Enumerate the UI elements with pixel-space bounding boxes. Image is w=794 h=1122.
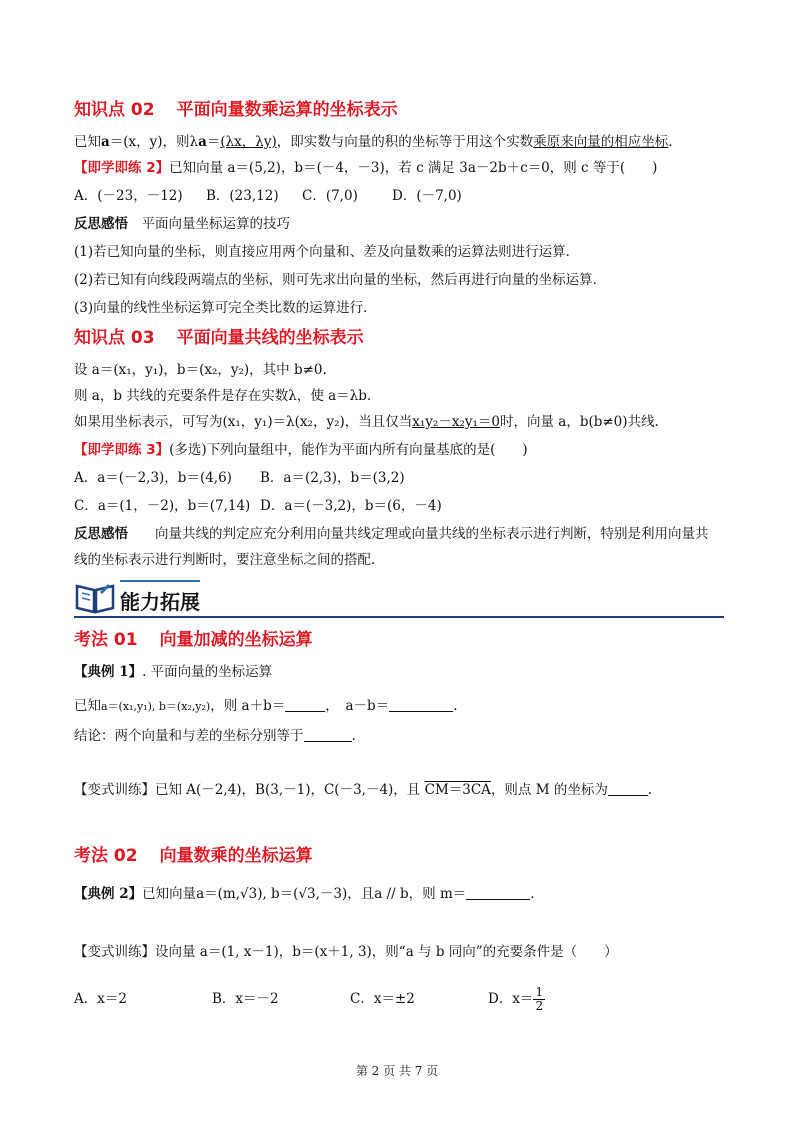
m02-example-end: . xyxy=(530,886,535,902)
kp02-option-d: D．(－7,0) xyxy=(392,188,462,204)
kp03-setup: 设 a＝(x₁，y₁)，b＝(x₂，y₂)，其中 b≠0. xyxy=(74,362,327,378)
open-book-icon xyxy=(74,576,116,616)
kp02-def-key: 乘原来向量的相应坐标 xyxy=(533,134,669,150)
kp02-heading xyxy=(74,98,398,122)
kp03-reflection-text-1: 向量共线的判定应充分利用向量共线定理或向量共线的坐标表示进行判断，特别是利用向量共 xyxy=(155,526,709,542)
m01-question xyxy=(74,696,457,717)
kp03-reflection xyxy=(74,524,709,544)
kp02-tip-3: (3)向量的线性坐标运算可完全类比数的运算进行． xyxy=(74,300,377,316)
m02-number: 考法 02 xyxy=(74,846,138,866)
kp02-option-a: A．(－23，－12) xyxy=(74,188,183,204)
kp03-option-b: B．a＝(2,3)，b＝(3,2) xyxy=(260,470,405,486)
kp03-exercise xyxy=(74,440,528,460)
m02-example-label: 【典例 2】 xyxy=(74,886,143,902)
section-banner xyxy=(74,574,724,620)
kp02-def-end: . xyxy=(668,134,673,150)
kp03-heading xyxy=(74,326,364,350)
kp03-coord-text-2: 时，向量 a，b(b≠0)共线. xyxy=(499,414,659,430)
section-accent-line xyxy=(120,580,200,582)
m01-heading xyxy=(74,628,313,652)
kp02-def-eq: ＝ xyxy=(206,134,221,150)
kp02-def-vec-a: a xyxy=(101,134,110,150)
kp03-options-row-1 xyxy=(74,468,405,488)
kp03-reflection-text-2: 线的坐标表示进行判断时，要注意坐标之间的搭配． xyxy=(74,552,385,568)
kp02-definition xyxy=(74,132,673,152)
m02-option-a: A．x＝2 xyxy=(74,991,127,1007)
kp02-title: 平面向量数乘运算的坐标表示 xyxy=(176,100,398,120)
kp02-reflection-label: 反思感悟 xyxy=(74,216,128,232)
m02-variant-label: 【变式训练】 xyxy=(74,944,155,960)
m02-option-d-text: D．x＝ xyxy=(488,991,534,1007)
fraction-numerator: 1 xyxy=(535,985,544,999)
kp02-def-vec-a2: a xyxy=(198,134,207,150)
m01-example xyxy=(74,662,272,682)
kp02-def-text: 已知 xyxy=(74,134,101,150)
m01-variant xyxy=(74,780,652,800)
kp03-condition: 则 a，b 共线的充要条件是存在实数λ，使 a＝λb. xyxy=(74,388,372,404)
m01-variant-vector: CM＝3CA xyxy=(424,782,491,798)
m01-variant-end: . xyxy=(647,782,653,798)
page-footer: 第 2 页 共 7 页 xyxy=(355,1064,439,1078)
kp02-exercise-label: 【即学即练 2】 xyxy=(74,160,170,176)
m02-example-parallel: a // b xyxy=(374,886,409,902)
m01-conclusion-text: 结论：两个向量和与差的坐标分别等于 xyxy=(74,728,304,744)
m01-number: 考法 01 xyxy=(74,630,138,650)
kp03-coord-text: 如果用坐标表示，可写为(x₁，y₁)＝λ(x₂，y₂)，当且仅当 xyxy=(74,414,413,430)
m02-option-c: C．x＝±2 xyxy=(350,991,415,1007)
kp02-options xyxy=(74,186,462,206)
kp02-reflection-heading xyxy=(74,214,290,234)
kp03-reflection-label: 反思感悟 xyxy=(74,526,128,542)
kp03-option-a: A．a＝(－2,3)，b＝(4,6) xyxy=(74,470,232,486)
m01-q-text-2: ，则 xyxy=(210,698,238,714)
kp03-exercise-text: (多选)下列向量组中，能作为平面内所有向量基底的是( ) xyxy=(169,442,528,458)
kp02-tip-2: (2)若已知有向线段两端点的坐标，则可先求出向量的坐标，然后再进行向量的坐标运算． xyxy=(74,272,607,288)
m01-conclusion xyxy=(74,726,356,746)
m01-sum-blank[interactable] xyxy=(285,697,325,712)
kp03-exercise-label: 【即学即练 3】 xyxy=(74,442,170,458)
m01-conclusion-blank[interactable] xyxy=(304,727,352,742)
m02-variant xyxy=(74,942,618,962)
kp02-tip-1: (1)若已知向量的坐标，则直接应用两个向量和、差及向量数乘的运算法则进行运算． xyxy=(74,244,580,260)
m02-example-blank[interactable] xyxy=(466,885,530,900)
m01-example-text: . 平面向量的坐标运算 xyxy=(142,664,273,680)
kp03-number: 知识点 03 xyxy=(74,328,155,348)
kp03-options-row-2 xyxy=(74,496,442,516)
kp02-exercise-text: 已知向量 a＝(5,2)，b＝(－4，－3)，若 c 满足 3a－2b＋c＝0，则 c 等于( ) xyxy=(169,160,658,176)
m01-variant-blank[interactable] xyxy=(608,781,648,796)
m02-example-vectors: a＝(m,√3), b＝(√3,－3) xyxy=(196,886,348,902)
m01-diff-blank[interactable] xyxy=(389,697,453,712)
kp03-coord-key: x₁y₂－x₂y₁＝0 xyxy=(412,414,500,430)
kp02-def-text-3: ，即实数与向量的积的坐标等于用这个实数 xyxy=(276,134,534,150)
m02-options xyxy=(74,986,545,1013)
m02-variant-text: 设向量 a＝(1, x－1)，b＝(x＋1, 3)，则“a 与 b 同向”的充要条件是（ ） xyxy=(155,944,618,960)
m02-option-d xyxy=(488,986,545,1013)
m01-q-diff: a－b＝ xyxy=(345,698,390,714)
kp03-option-c: C．a＝(1，－2)，b＝(7,14) xyxy=(74,498,251,514)
m01-q-text: 已知 xyxy=(74,698,101,714)
m02-example-text: 已知向量 xyxy=(142,886,197,902)
m01-q-sep: ， xyxy=(325,698,332,714)
m01-variant-label: 【变式训练】 xyxy=(74,782,155,798)
kp03-coordinate-form xyxy=(74,412,659,432)
kp02-option-c: C．(7,0) xyxy=(302,188,358,204)
kp02-exercise xyxy=(74,158,657,178)
kp02-number: 知识点 02 xyxy=(74,100,155,120)
m01-q-vectors: a＝(x₁,y₁), b＝(x₂,y₂) xyxy=(101,700,211,713)
m01-q-end: . xyxy=(453,698,458,714)
m02-heading xyxy=(74,844,313,868)
m01-example-label: 【典例 1】 xyxy=(74,664,143,680)
kp02-reflection-title: 平面向量坐标运算的技巧 xyxy=(141,216,290,232)
section-rule xyxy=(74,616,724,618)
m02-option-b: B．x＝－2 xyxy=(212,991,279,1007)
m02-example-text-2: ，且 xyxy=(347,886,375,902)
m01-title: 向量加减的坐标运算 xyxy=(159,630,313,650)
kp02-option-b: B．(23,12) xyxy=(206,188,279,204)
m02-title: 向量数乘的坐标运算 xyxy=(159,846,313,866)
m01-conclusion-end: . xyxy=(351,728,356,744)
m01-q-sum: a＋b＝ xyxy=(241,698,286,714)
kp02-def-formula: (λx，λy) xyxy=(220,134,277,150)
m02-example xyxy=(74,884,535,904)
fraction-denominator: 2 xyxy=(535,999,544,1013)
m02-example-text-3: ，则 m＝ xyxy=(408,886,467,902)
kp02-def-text-2: ＝(x，y)，则λ xyxy=(109,134,199,150)
section-title: 能力拓展 xyxy=(120,590,200,614)
m01-variant-text: 已知 A(－2,4)，B(3,－1)，C(－3,－4)，且 xyxy=(155,782,421,798)
kp03-title: 平面向量共线的坐标表示 xyxy=(176,328,364,348)
kp03-option-d: D．a＝(－3,2)，b＝(6，－4) xyxy=(260,498,442,514)
m02-option-d-fraction xyxy=(533,986,545,1013)
m01-variant-text-2: ，则点 M 的坐标为 xyxy=(490,782,608,798)
